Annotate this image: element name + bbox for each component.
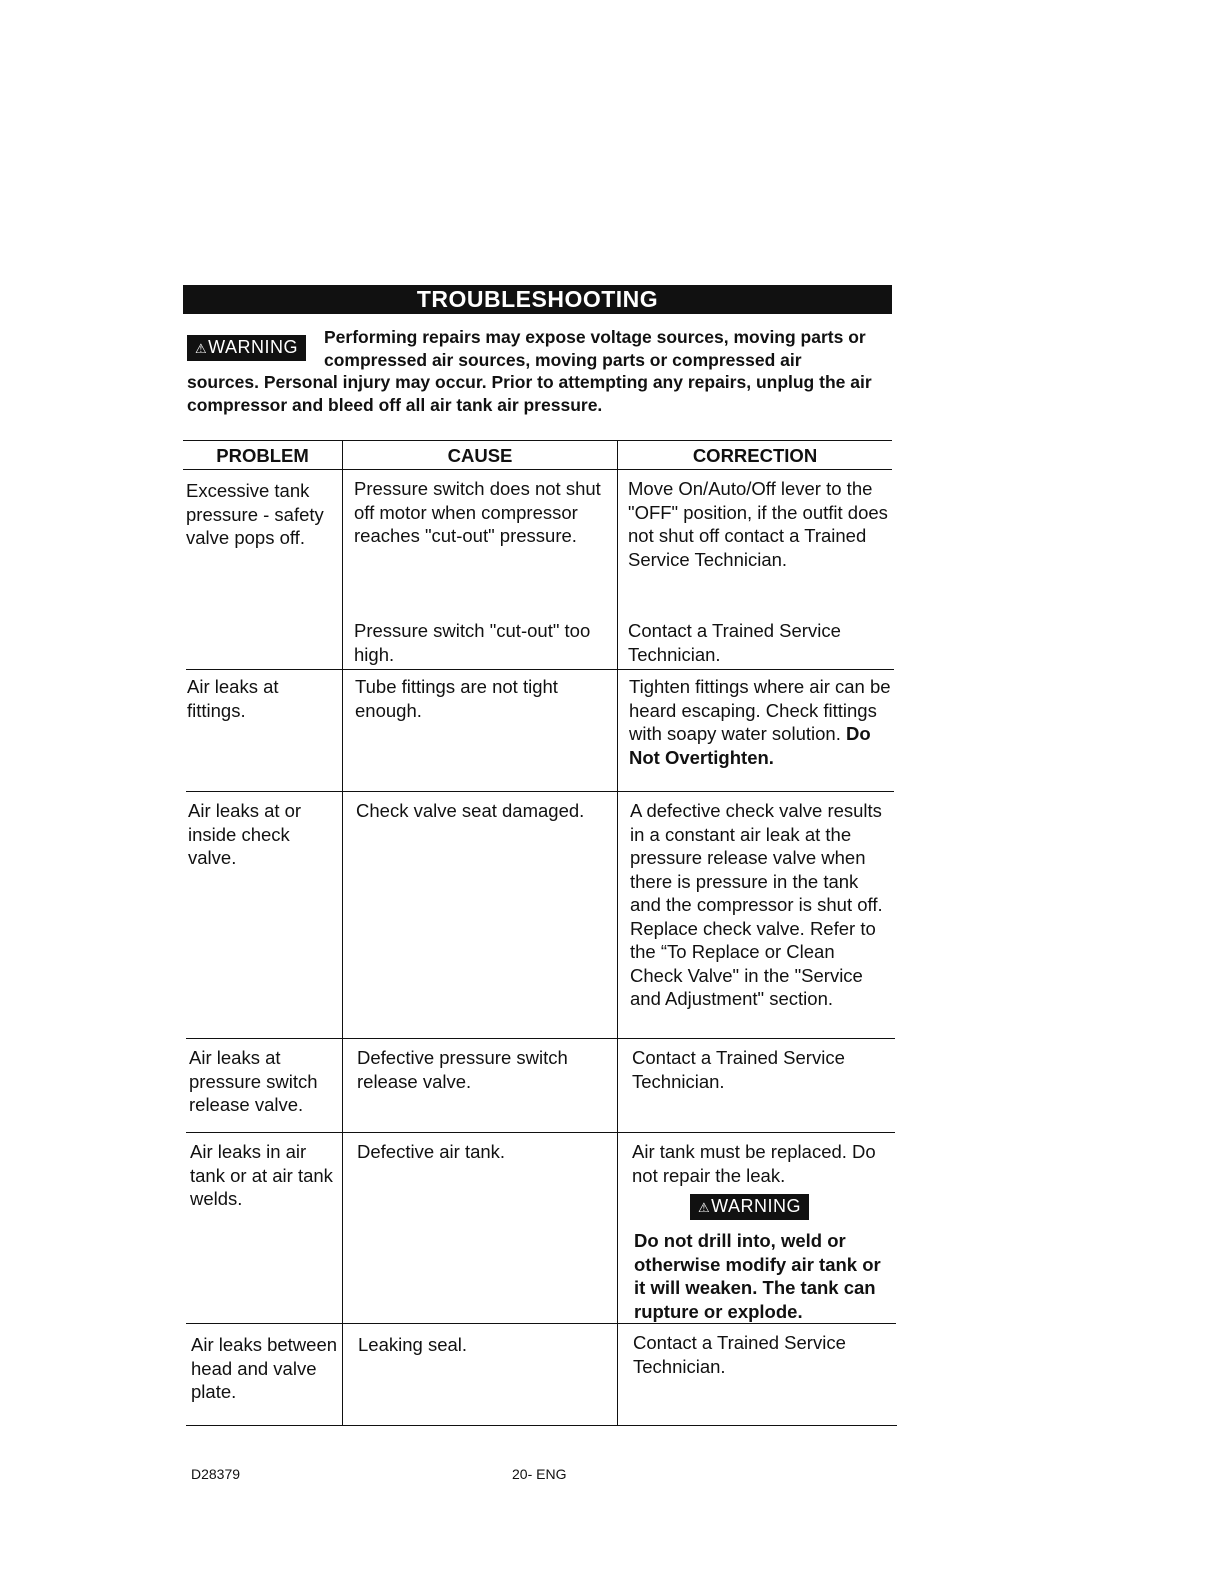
correction-cell: [629, 675, 891, 769]
document-code: D28379: [191, 1466, 241, 1482]
row-divider: [186, 669, 894, 670]
problem-cell: Air leaks at fittings.: [187, 676, 279, 721]
cause-cell: Pressure switch "cut-out" too high.: [354, 620, 591, 665]
column-divider: [342, 440, 343, 1425]
correction-cell: A defective check valve results in a constant air leak at the pressure release valve when there is pressure in the tank and the compressor is shut off. Replace check valve. Refer to the “To Replace or Clean Check Valve" in the "Service and Adjustment" section.: [630, 800, 883, 1009]
table-bottom-rule: [186, 1425, 897, 1426]
row-divider: [186, 1038, 895, 1039]
tank-warning-text: Do not drill into, weld or otherwise modify air tank or it will weaken. The tank can rupture or explode.: [634, 1230, 881, 1322]
warning-badge: ⚠WARNING: [690, 1194, 809, 1220]
column-divider: [617, 440, 618, 1425]
warning-triangle-icon: ⚠: [698, 1200, 711, 1215]
cause-cell: Defective air tank.: [357, 1141, 506, 1162]
section-title-banner: TROUBLESHOOTING: [183, 285, 892, 314]
correction-cell: Contact a Trained Service Technician.: [628, 620, 841, 665]
row-divider: [186, 791, 894, 792]
problem-cell: Air leaks in air tank or at air tank welds.: [190, 1141, 333, 1209]
cause-cell: Tube fittings are not tight enough.: [355, 676, 558, 721]
warning-intro-text: Performing repairs may expose voltage sources, moving parts or compressed air sources, moving parts or compressed air sources. Personal injury may occur. Prior to attempting any repairs, unplug the air compressor and bleed off all air tank air pressure.: [187, 327, 872, 415]
column-header-correction: CORRECTION: [692, 445, 818, 466]
warning-intro: [187, 326, 877, 416]
problem-cell: Air leaks at pressure switch release valve.: [189, 1047, 318, 1115]
row-divider: [186, 1323, 896, 1324]
problem-cell: Air leaks at or inside check valve.: [188, 800, 302, 868]
warning-triangle-icon: ⚠: [195, 341, 208, 356]
cause-cell: Check valve seat damaged.: [356, 800, 585, 821]
correction-text: Tighten fittings where air can be heard escaping. Check fittings with soapy water solution.: [629, 676, 891, 744]
correction-emphasis: Do Not Overtighten.: [629, 723, 871, 768]
row-divider: [186, 1132, 895, 1133]
correction-cell: Move On/Auto/Off lever to the "OFF" position, if the outfit does not shut off contact a Trained Service Technician.: [628, 478, 888, 570]
correction-cell: Air tank must be replaced. Do not repair the leak.: [632, 1141, 876, 1186]
problem-cell: Excessive tank pressure - safety valve pops off.: [186, 480, 324, 548]
column-header-problem: PROBLEM: [216, 445, 309, 466]
problem-cell: Air leaks between head and valve plate.: [191, 1334, 338, 1402]
cause-cell: Defective pressure switch release valve.: [357, 1047, 568, 1092]
page-number: 20- ENG: [512, 1466, 567, 1482]
correction-cell: Contact a Trained Service Technician.: [632, 1047, 845, 1092]
column-header-cause: CAUSE: [447, 445, 513, 466]
table-top-rule: [183, 440, 892, 441]
table-header-rule: [183, 469, 892, 470]
correction-cell: Contact a Trained Service Technician.: [633, 1332, 846, 1377]
warning-badge: ⚠WARNING: [187, 335, 306, 361]
cause-cell: Pressure switch does not shut off motor when compressor reaches "cut-out" pressure.: [354, 478, 601, 546]
cause-cell: Leaking seal.: [358, 1334, 468, 1355]
